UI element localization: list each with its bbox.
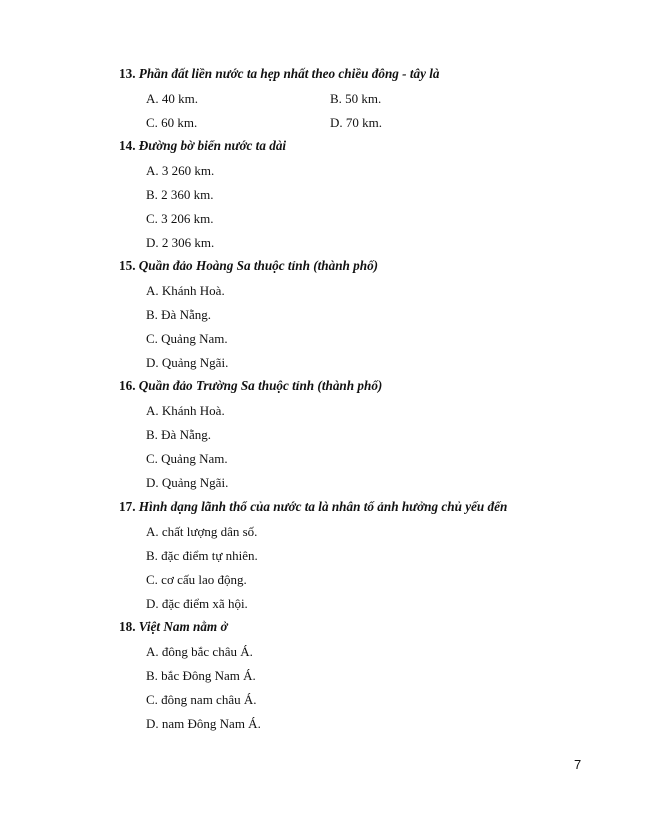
question-14-option-d: D. 2 306 km. — [146, 235, 215, 250]
question-number: 13. — [119, 66, 136, 81]
question-14-title — [119, 138, 286, 154]
question-13-option-c: C. 60 km. — [146, 115, 198, 130]
question-17-title — [119, 499, 507, 515]
question-15-option-a: A. Khánh Hoà. — [146, 283, 225, 298]
question-17-option-d: D. đặc điểm xã hội. — [146, 596, 248, 611]
question-stem: Hình dạng lãnh thổ của nước ta là nhân tố ảnh hưởng chủ yếu đến — [138, 499, 508, 514]
question-16-title — [119, 378, 382, 394]
page-number: 7 — [574, 757, 582, 772]
question-15-option-d: D. Quảng Ngãi. — [146, 355, 229, 370]
question-18-title — [119, 619, 228, 635]
question-15-option-c: C. Quảng Nam. — [146, 331, 228, 346]
question-stem: Quần đảo Hoàng Sa thuộc tỉnh (thành phố) — [138, 258, 379, 273]
question-13-option-a: A. 40 km. — [146, 91, 198, 106]
question-number: 15. — [119, 258, 136, 273]
question-17-option-c: C. cơ cấu lao động. — [146, 572, 247, 587]
question-16-option-b: B. Đà Nẵng. — [146, 427, 211, 442]
question-14-option-c: C. 3 206 km. — [146, 211, 214, 226]
question-number: 18. — [119, 619, 136, 634]
question-16-option-c: C. Quảng Nam. — [146, 451, 228, 466]
question-13-option-b: B. 50 km. — [330, 91, 382, 106]
question-14-option-a: A. 3 260 km. — [146, 163, 215, 178]
question-18-option-d: D. nam Đông Nam Á. — [146, 716, 261, 731]
question-number: 16. — [119, 378, 136, 393]
question-15-option-b: B. Đà Nẵng. — [146, 307, 211, 322]
question-stem: Đường bờ biển nước ta dài — [138, 138, 287, 153]
question-stem: Phần đất liền nước ta hẹp nhất theo chiều đông - tây là — [138, 66, 440, 81]
question-13-title — [119, 66, 440, 82]
question-stem: Quần đảo Trường Sa thuộc tỉnh (thành phố) — [138, 378, 383, 393]
question-18-option-b: B. bắc Đông Nam Á. — [146, 668, 256, 683]
question-16-option-a: A. Khánh Hoà. — [146, 403, 225, 418]
question-number: 14. — [119, 138, 136, 153]
question-18-option-c: C. đông nam châu Á. — [146, 692, 257, 707]
question-14-option-b: B. 2 360 km. — [146, 187, 214, 202]
question-13-option-d: D. 70 km. — [330, 115, 382, 130]
question-16-option-d: D. Quảng Ngãi. — [146, 475, 229, 490]
question-stem: Việt Nam nằm ở — [138, 619, 228, 634]
question-number: 17. — [119, 499, 136, 514]
question-17-option-b: B. đặc điểm tự nhiên. — [146, 548, 258, 563]
question-18-option-a: A. đông bắc châu Á. — [146, 644, 253, 659]
question-17-option-a: A. chất lượng dân số. — [146, 524, 258, 539]
question-15-title — [119, 258, 378, 274]
